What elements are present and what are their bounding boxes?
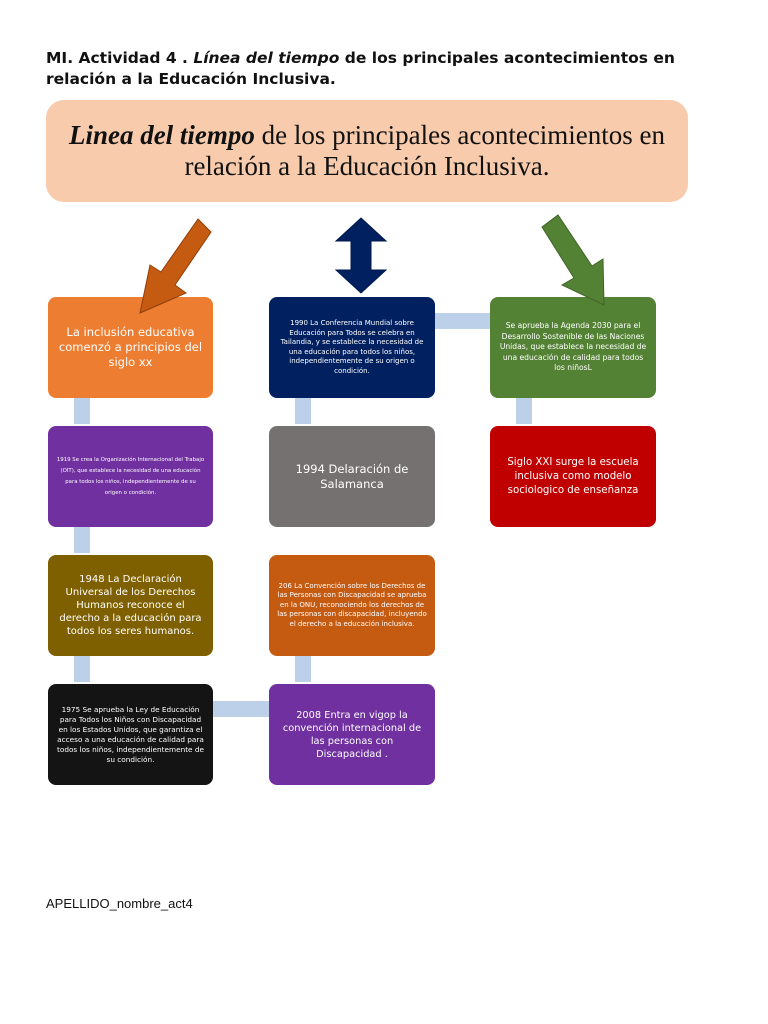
right-diagonal-arrow <box>542 215 604 305</box>
footer-filename: APELLIDO_nombre_act4 <box>46 896 193 911</box>
box-tailandia-1990-text: 1990 La Conferencia Mundial sobre Educación para Todos se celebra en Tailandia, y se establece la necesidad de una educación para todos los niños, independientemente de su origen o condición. <box>280 319 424 375</box>
heading-prefix: MI. Actividad 4 . <box>46 49 194 67</box>
box-vigor-2008-text: 2008 Entra en vigop la convención internacional de las personas con Discapacidad . <box>282 709 422 760</box>
box-inclusion-siglo-xx-text: La inclusión educativa comenzó a principios del siglo xx <box>58 325 203 369</box>
heading-italic: Línea del tiempo <box>193 49 340 67</box>
heading-suffix: de los principales acontecimientos en relación a la Educación Inclusiva. <box>46 49 675 88</box>
banner-italic: Linea del tiempo <box>68 120 255 150</box>
box-ley-1975-text: 1975 Se aprueba la Ley de Educación para Todos los Niños con Discapacidad en los Estados Unidos, que garantiza el acceso a una educación de calidad para todos los niños, independientemente de su condición. <box>57 704 204 764</box>
box-oit-1919-text: 1919 Se crea la Organización Internacional del Trabajo (OIT), que establece la necesidad de una educación para todos los niños, independientemente de su origen o condición. <box>56 456 205 496</box>
box-ddhh-1948-text: 1948 La Declaración Universal de los Derechos Humanos reconoce el derecho a la educación para todos los seres humanos. <box>59 574 202 637</box>
box-siglo-xxi-text: Siglo XXI surge la escuela inclusiva como modelo sociologico de enseñanza <box>507 456 639 496</box>
banner-rest: de los principales acontecimientos en relación a la Educación Inclusiva. <box>184 120 666 181</box>
box-onu-206-text: 206 La Convención sobre los Derechos de las Personas con Discapacidad se aprueba en la ONU, reconociendo los derechos de las personas con discapacidad, incluyendo el derecho a la educación inclusiva. <box>277 581 427 628</box>
box-salamanca-1994-text: 1994 Delaración de Salamanca <box>295 461 409 491</box>
box-agenda-2030-text: Se aprueba la Agenda 2030 para el Desarrollo Sostenible de las Naciones Unidas, que establece la necesidad de una educación de calidad para todos los niñosL <box>499 321 647 373</box>
left-diagonal-arrow <box>140 219 211 313</box>
center-double-arrow <box>336 218 386 293</box>
